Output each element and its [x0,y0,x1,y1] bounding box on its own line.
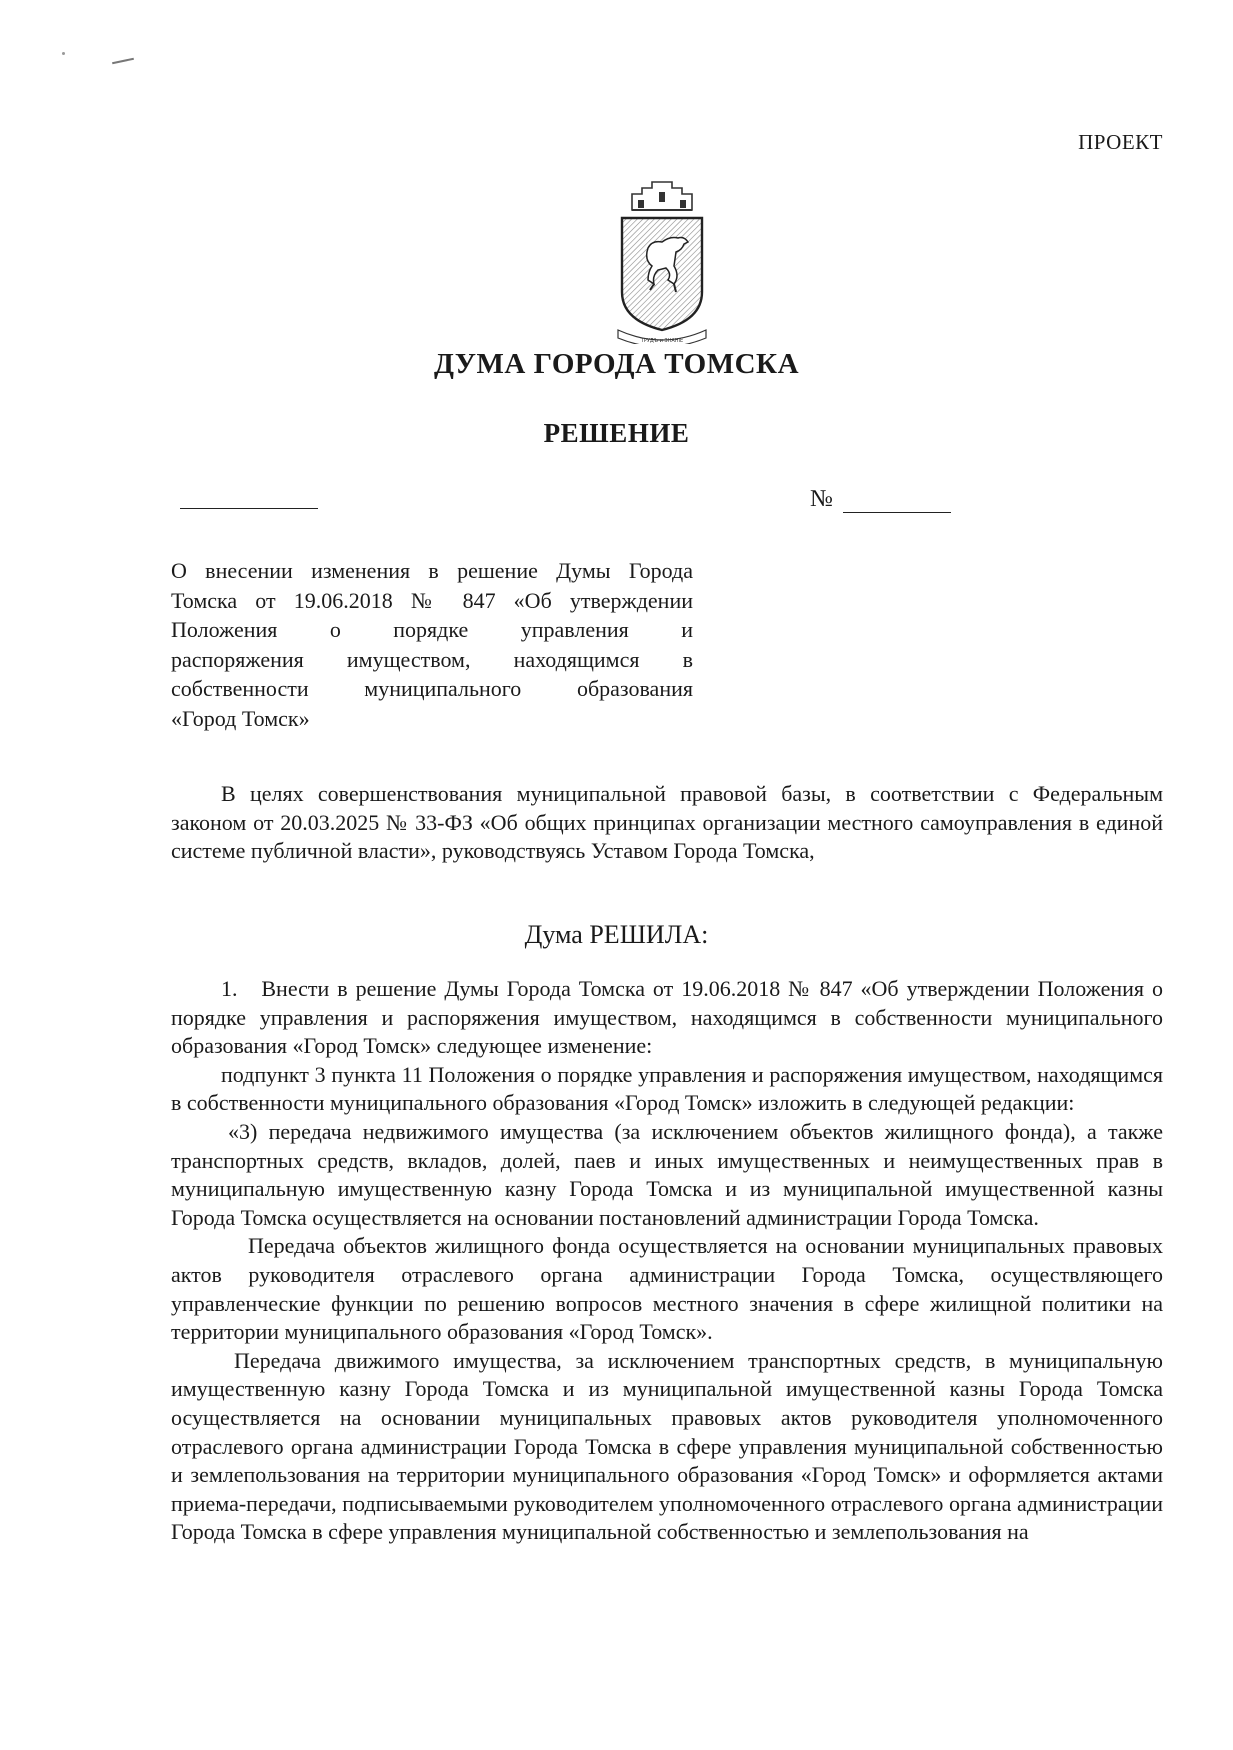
decision-body [171,975,1163,1547]
number-blank [843,490,951,513]
document-type: РЕШЕНИЕ [543,418,690,448]
date-blank [180,508,318,509]
subject-line: распоряжения имуществом, находящимся в [171,646,693,672]
draft-label: ПРОЕКТ [1078,130,1163,154]
coat-of-arms-icon [608,180,716,344]
subject-line: Томска от 19.06.2018 № 847 «Об утверждении [171,587,693,613]
subject-line: Положения о порядке управления и [171,617,693,642]
scan-artifact [112,58,134,65]
preamble-text: В целях совершенствования муниципальной правовой базы, в соответствии с Федеральным законом от 20.03.2025 № 33-ФЗ «Об общих принципах организации местного самоуправления в единой системе публичной власти», руководствуясь Уставом Города Томска, [171,781,1163,863]
subject-line: собственности муниципального образования [171,676,693,701]
paragraph-1: 1. Внести в решение Думы Города Томска от 19.06.2018 № 847 «Об утверждении Положения о порядке управления и распоряжения имуществом, находящимся в собственности муниципального образования «Город Томск» следующее изменение: [171,976,1163,1059]
preamble [171,780,1163,866]
subject-line: «Город Томск» [171,705,310,731]
paragraph-4: Передача объектов жилищного фонда осуществляется на основании муниципальных правовых актов руководителя отраслевого органа администрации Города Томска, осуществляющего управленческие функции по решению вопросов местного значения в сфере жилищной политики на территории муниципального образования «Город Томск». [171,1233,1163,1345]
paragraph-3: «3) передача недвижимого имущества (за исключением объектов жилищного фонда), а также транспортных средств, вкладов, долей, паев и иных имущественных и неимущественных прав в муниципальную имущественную казну Города Томска и из муниципальной имущественной казны Города Томска осуществляется на основании постановлений администрации Города Томска. [171,1118,1163,1230]
emblem-motto: ТРУДЪ и ЗНАНІЕ [640,338,684,344]
paragraph-5: Передача движимого имущества, за исключением транспортных средств, в муниципальную имущественную казну Города Томска и из муниципальной имущественной казны Города Томска осуществляется на основании муниципальных правовых актов руководителя уполномоченного отраслевого органа администрации Города Томска в сфере управления муниципальной собственностью и землепользования на территории муниципального образования «Город Томск» и оформляется актами приема-передачи, подписываемыми руководителем уполномоченного отраслевого органа администрации Города Томска в сфере управления муниципальной собственностью и землепользования на [171,1347,1163,1545]
subject-line: О внесении изменения в решение Думы Города [171,558,693,583]
decision-heading: Дума РЕШИЛА: [524,920,709,949]
organization-title: ДУМА ГОРОДА ТОМСКА [433,348,800,380]
decision-subject [171,556,693,733]
number-sign: № [810,486,833,512]
paragraph-2: подпункт 3 пункта 11 Положения о порядке управления и распоряжения имуществом, находящимся в собственности муниципального образования «Город Томск» изложить в следующей редакции: [171,1061,1163,1116]
scan-artifact [62,52,65,55]
document-number [810,486,951,513]
